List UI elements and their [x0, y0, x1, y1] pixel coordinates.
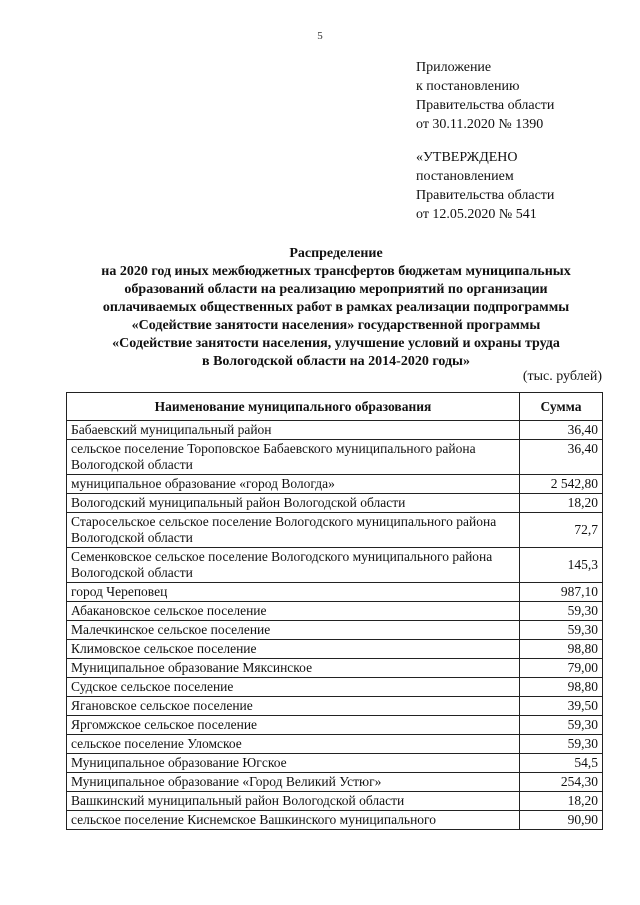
table-row [67, 678, 603, 697]
title-line: в Вологодской области на 2014-2020 годы» [202, 354, 470, 369]
row-name: Ягановское сельское поселение [67, 697, 520, 716]
table-row [67, 621, 603, 640]
table-row [67, 811, 603, 830]
annex-line: Приложение [416, 60, 492, 75]
row-name: сельское поселение Уломское [67, 735, 520, 754]
column-header-sum: Сумма [520, 393, 603, 421]
table-row [67, 659, 603, 678]
row-name: муниципальное образование «город Вологда» [67, 475, 520, 494]
row-sum: 72,7 [520, 513, 603, 548]
annex-line: к постановлению [416, 79, 520, 94]
row-sum: 54,5 [520, 754, 603, 773]
table-row [67, 583, 603, 602]
row-name: Вашкинский муниципальный район Вологодской области [67, 792, 520, 811]
approved-line: постановлением [416, 169, 514, 184]
row-sum: 18,20 [520, 494, 603, 513]
row-sum: 79,00 [520, 659, 603, 678]
title-line: оплачиваемых общественных работ в рамках реализации подпрограммы [102, 300, 570, 315]
table-row [67, 494, 603, 513]
title-line: «Содействие занятости населения» государственной программы [131, 318, 541, 333]
table-row [67, 513, 603, 548]
row-sum: 59,30 [520, 735, 603, 754]
row-name: Судское сельское поселение [67, 678, 520, 697]
title-line: образований области на реализацию мероприятий по организации [124, 282, 548, 297]
row-name: Яргомжское сельское поселение [67, 716, 520, 735]
row-name: Муниципальное образование «Город Великий Устюг» [67, 773, 520, 792]
approved-line: Правительства области [416, 188, 555, 203]
row-name: Старосельское сельское поселение Вологодского муниципального района Вологодской области [67, 513, 520, 548]
document-title [60, 245, 612, 371]
table-row [67, 792, 603, 811]
row-sum: 987,10 [520, 583, 603, 602]
row-name: Климовское сельское поселение [67, 640, 520, 659]
table-row [67, 602, 603, 621]
row-name: Абакановское сельское поселение [67, 602, 520, 621]
title-line: «Содействие занятости населения, улучшение условий и охраны труда [112, 336, 560, 351]
annex-line: Правительства области [416, 98, 555, 113]
row-name: Малечкинское сельское поселение [67, 621, 520, 640]
row-sum: 98,80 [520, 640, 603, 659]
annex-block [416, 58, 554, 134]
table-row [67, 548, 603, 583]
row-sum: 98,80 [520, 678, 603, 697]
row-sum: 59,30 [520, 602, 603, 621]
page-number: 5 [317, 30, 323, 42]
row-name: сельское поселение Тороповское Бабаевского муниципального района Вологодской области [67, 440, 520, 475]
table-row [67, 716, 603, 735]
table-row [67, 735, 603, 754]
row-name: город Череповец [67, 583, 520, 602]
table-row [67, 475, 603, 494]
row-name: Бабаевский муниципальный район [67, 421, 520, 440]
row-name: Муниципальное образование Мяксинское [67, 659, 520, 678]
table-header-row [67, 393, 603, 421]
approved-block [416, 148, 554, 224]
row-sum: 59,30 [520, 716, 603, 735]
row-name: сельское поселение Киснемское Вашкинского муниципального [67, 811, 520, 830]
column-header-name: Наименование муниципального образования [67, 393, 520, 421]
table-row [67, 697, 603, 716]
table-row [67, 440, 603, 475]
table-row [67, 421, 603, 440]
row-sum: 39,50 [520, 697, 603, 716]
row-name: Муниципальное образование Югское [67, 754, 520, 773]
row-sum: 18,20 [520, 792, 603, 811]
row-name: Семенковское сельское поселение Вологодского муниципального района Вологодской области [67, 548, 520, 583]
approved-line: «УТВЕРЖДЕНО [416, 150, 518, 165]
distribution-table [66, 392, 603, 830]
row-sum: 254,30 [520, 773, 603, 792]
title-line: Распределение [289, 246, 383, 261]
row-name: Вологодский муниципальный район Вологодской области [67, 494, 520, 513]
units-label: (тыс. рублей) [522, 369, 602, 384]
table-row [67, 640, 603, 659]
row-sum: 59,30 [520, 621, 603, 640]
title-line: на 2020 год иных межбюджетных трансфертов бюджетам муниципальных [101, 264, 571, 279]
annex-line: от 30.11.2020 № 1390 [416, 117, 544, 132]
row-sum: 36,40 [520, 440, 603, 475]
row-sum: 2 542,80 [520, 475, 603, 494]
table-row [67, 754, 603, 773]
row-sum: 145,3 [520, 548, 603, 583]
row-sum: 36,40 [520, 421, 603, 440]
table-row [67, 773, 603, 792]
row-sum: 90,90 [520, 811, 603, 830]
approved-line: от 12.05.2020 № 541 [416, 207, 537, 222]
